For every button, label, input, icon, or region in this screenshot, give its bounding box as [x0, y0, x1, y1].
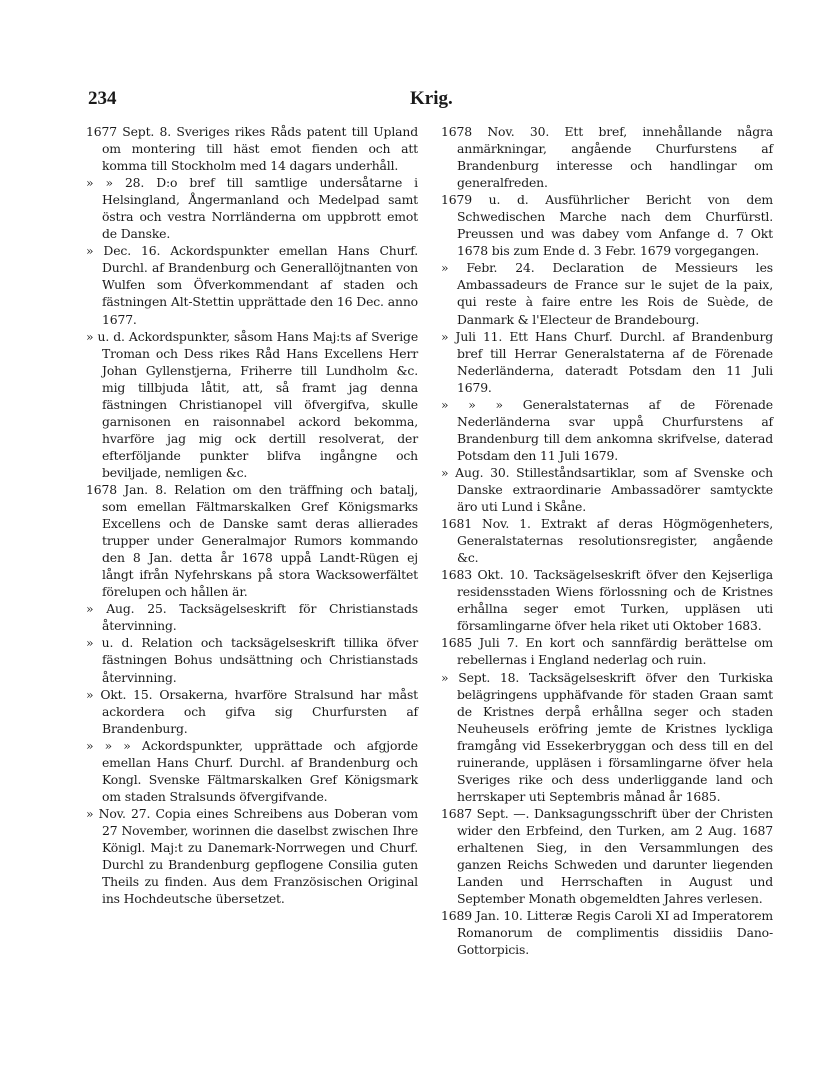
list-item: » u. d. Relation och tacksägelseskrift tillika öfver fästningen Bohus undsättning och Christianstads återvinning.	[86, 635, 418, 685]
list-item: » Okt. 15. Orsakerna, hvarföre Stralsund har måst ackordera och gifva sig Churfursten af Brandenburg.	[86, 686, 418, 736]
list-item: » Aug. 25. Tacksägelseskrift för Christianstads återvinning.	[86, 601, 418, 634]
list-item: 1681 Nov. 1. Extrakt af deras Högmögenheters, Generalstaternas resolutionsregister, angående &c.	[441, 516, 773, 566]
list-item: » » 28. D:o bref till samtlige undersåtarne i Helsingland, Ångermanland och Medelpad samt östra och vestra Norrländerna om uppbrott emot de Danske.	[86, 175, 418, 242]
list-item: 1678 Jan. 8. Relation om den träffning och batalj, som emellan Fältmarskalken Gref Königsmarks Excellens och de Danske samt deras allierades trupper under Generalmajor Rumors kommando den 8 Jan. detta år 1678 uppå Landt-Rügen ej långt ifrån Nyfehrskans på stora Wacksowerfältet förelupen och hållen är.	[86, 481, 418, 600]
list-item: 1677 Sept. 8. Sveriges rikes Råds patent till Upland om montering till häst emot fienden och att komma till Stockholm med 14 dagars underhåll.	[86, 124, 418, 174]
list-item: » Aug. 30. Stilleståndsartiklar, som af Svenske och Danske extraordinarie Ambassadörer samtyckte äro uti Lund i Skåne.	[441, 464, 773, 515]
list-item: 1685 Juli 7. En kort och sannfärdig berättelse om rebellernas i England nederlag och ruin.	[441, 635, 773, 668]
list-item: » Juli 11. Ett Hans Churf. Durchl. af Brandenburg bref till Herrar Generalstaterna af de Förenade Nederländerna, dateradt Potsdam den 11 Juli 1679.	[441, 328, 773, 395]
list-item: » u. d. Ackordspunkter, såsom Hans Maj:ts af Sverige Troman och Dess rikes Råd Hans Excellens Herr Johan Gyllenstjerna, Friherre till Lundholm &c. mig tillbjuda låtit, att, så framt jag denna fästningen Christianopel vill öfvergifva, skulle garnisonen en raisonnabel ackord bekomma, hvarföre jag mig ock dertill resolverat, der efterföljande punkter blifva ingångne och beviljade, nemligen &c.	[86, 328, 418, 480]
list-item: 1687 Sept. —. Danksagungsschrift über der Christen wider den Erbfeind, den Turken, am 2 Aug. 1687 erhaltenen Sieg, in den Versammlungen des ganzen Reichs Schweden und darunter liegenden Landen und Herrschaften in August und September Monath obgemeldten Jahres verlesen.	[441, 805, 773, 907]
list-item: 1679 u. d. Ausführlicher Bericht von dem Schwedischen Marche nach dem Churfürstl. Preussen und was dabey vom Anfange d. 7 Okt 1678 bis zum Ende d. 3 Febr. 1679 vorgegangen.	[441, 192, 773, 259]
list-item: » Dec. 16. Ackordspunkter emellan Hans Churf. Durchl. af Brandenburg och Generallöjtnanten von Wulfen som Öfverkommendant af staden och fästningen Alt-Stettin upprättade den 16 Dec. anno 1677.	[86, 243, 418, 327]
list-item: » » » Ackordspunkter, upprättade och afgjorde emellan Hans Churf. Durchl. af Brandenburg och Kongl. Svenske Fältmarskalken Gref Königsmark om staden Stralsunds öfvergifvande.	[86, 737, 418, 804]
list-item: 1678 Nov. 30. Ett bref, innehållande några anmärkningar, angående Churfurstens af Brandenburg interesse och handlingar om generalfreden.	[441, 124, 773, 191]
list-item: » Nov. 27. Copia eines Schreibens aus Doberan vom 27 November, worinnen die daselbst zwischen Ihre Königl. Maj:t zu Danemark-Norrwegen und Churf. Durchl zu Brandenburg gepflogene Consilia guten Theils zu finden. Aus dem Französischen Original ins Hochdeutsche übersetzet.	[86, 805, 418, 907]
list-item: » Sept. 18. Tacksägelseskrift öfver den Turkiska belägringens upphäfvande för staden Graan samt de Kristnes derpå erhållna seger och staden Neuheusels eröfring jemte de Kristnes lyckliga framgång vid Essekerbryggan och dess till en del ruinerande, uppläsen i församlingarne öfver hela Sveriges rike och dess underliggande land och herrskaper uti Septembris månad år 1685.	[441, 669, 773, 804]
left-column	[86, 123, 418, 907]
list-item: 1683 Okt. 10. Tacksägelseskrift öfver den Kejserliga residensstaden Wiens förlossning och de Kristnes erhållna seger emot Turken, uppläsen uti församlingarne öfver hela riket uti Oktober 1683.	[441, 567, 773, 634]
page-header	[88, 88, 770, 110]
list-item: 1689 Jan. 10. Litteræ Regis Caroli XI ad Imperatorem Romanorum de complimentis dissidiis Dano-Gottorpicis.	[441, 908, 773, 958]
page-number: 234	[88, 88, 117, 109]
list-item: » Febr. 24. Declaration de Messieurs les Ambassadeurs de France sur le sujet de la paix, qui reste à faire entre les Rois de Suède, de Danmark & l'Electeur de Brandebourg.	[441, 260, 773, 327]
running-title: Krig.	[410, 88, 453, 109]
right-column	[441, 123, 773, 958]
list-item: » » » Generalstaternas af de Förenade Nederländerna svar uppå Churfurstens af Brandenburg till dem ankomna skrifvelse, daterad Potsdam den 11 Juli 1679.	[441, 396, 773, 463]
